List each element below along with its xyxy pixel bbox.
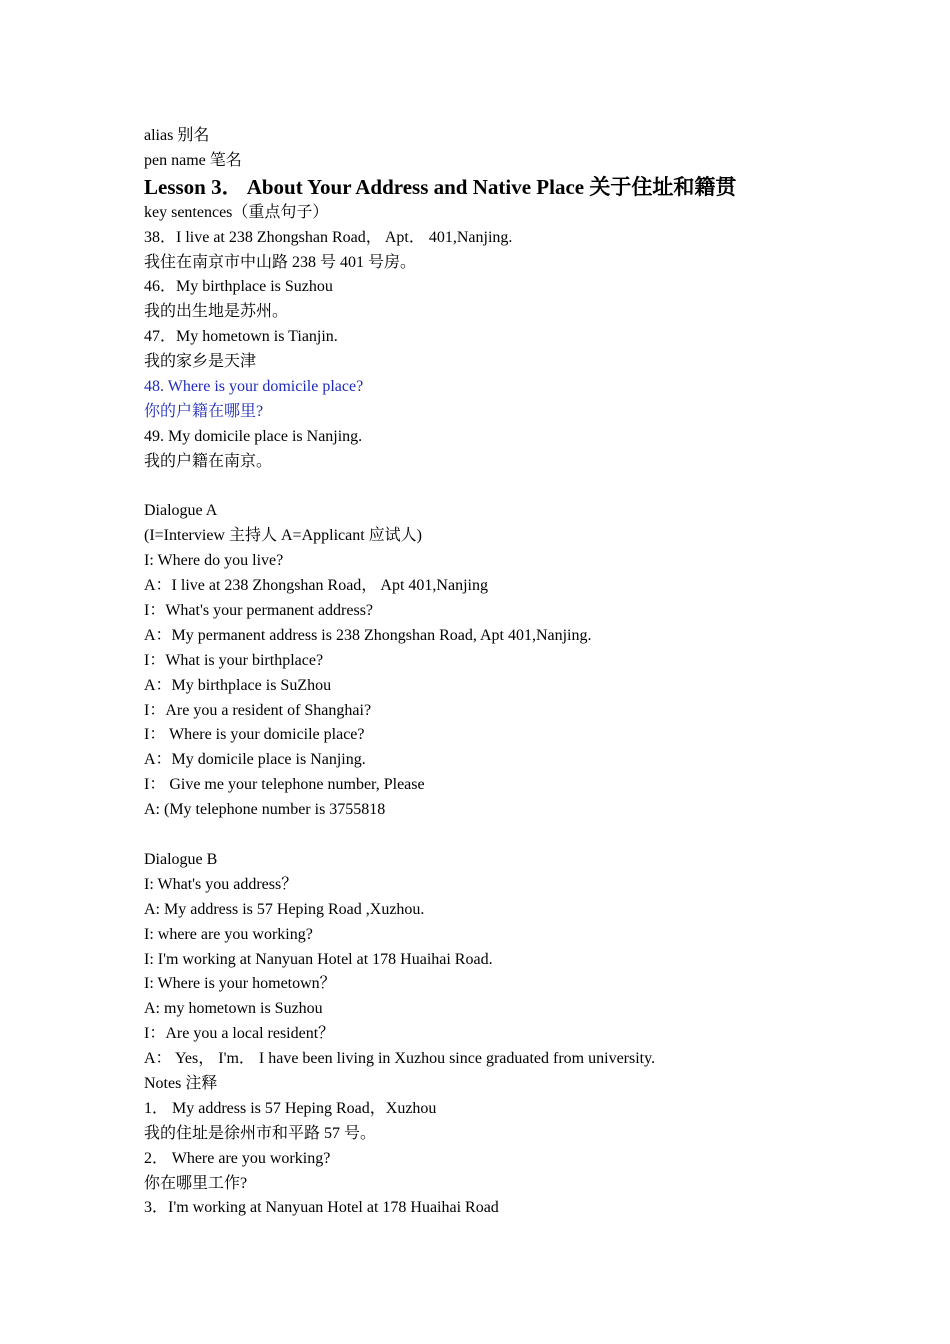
dialogue-line: A: (My telephone number is 3755818 (144, 801, 386, 819)
dialogue-line: A： Yes， I'm． I have been living in Xuzhou since graduated from university. (144, 1050, 656, 1068)
dialogue-line: I: What's you address？ (144, 875, 298, 893)
key-sentence-highlighted: 48. Where is your domicile place? (144, 378, 364, 396)
dialogue-line: I： Where is your domicile place? (144, 726, 365, 744)
dialogue-line: I：What's your permanent address? (144, 602, 374, 620)
document-page (144, 124, 864, 1221)
dialogue-line: I： Give me your telephone number, Please (144, 776, 425, 794)
dialogue-line: I: where are you working? (144, 925, 313, 943)
key-sentence-translation: 我住在南京市中山路 238 号 401 号房。 (144, 253, 417, 271)
dialogue-a-legend: (I=Interview 主持人 A=Applicant 应试人) (144, 527, 422, 545)
dialogue-line: I: I'm working at Nanyuan Hotel at 178 Huaihai Road. (144, 950, 493, 968)
dialogue-line: A: my hometown is Suzhou (144, 1000, 323, 1018)
dialogue-a (144, 499, 864, 823)
dialogue-line: I: Where is your hometown？ (144, 975, 336, 993)
key-sentence-translation-highlighted: 你的户籍在哪里? (144, 402, 264, 420)
vocab-pen-name: pen name 笔名 (144, 151, 242, 169)
dialogue-line: A：I live at 238 Zhongshan Road， Apt 401,Nanjing (144, 577, 488, 595)
note-line: 1． My address is 57 Heping Road，Xuzhou (144, 1099, 437, 1117)
dialogue-line: A：My permanent address is 238 Zhongshan Road, Apt 401,Nanjing. (144, 626, 592, 644)
key-sentences (144, 226, 864, 475)
key-sentence-translation: 我的户籍在南京。 (144, 452, 273, 470)
notes-title: Notes 注释 (144, 1074, 218, 1092)
key-sentence: 47．My hometown is Tianjin. (144, 328, 338, 346)
note-line: 我的住址是徐州市和平路 57 号。 (144, 1124, 377, 1142)
dialogue-line: A: My address is 57 Heping Road ,Xuzhou. (144, 900, 425, 918)
dialogue-line: I：Are you a resident of Shanghai? (144, 701, 372, 719)
vocab-alias: alias 别名 (144, 127, 210, 144)
note-line: 3．I'm working at Nanyuan Hotel at 178 Huaihai Road (144, 1199, 499, 1217)
dialogue-line: A：My domicile place is Nanjing. (144, 751, 366, 769)
dialogue-a-title: Dialogue A (144, 502, 218, 520)
key-sentence-translation: 我的出生地是苏州。 (144, 303, 289, 321)
dialogue-line: I：What is your birthplace? (144, 651, 324, 669)
key-sentence: 49. My domicile place is Nanjing. (144, 427, 363, 445)
lesson-title: Lesson 3． About Your Address and Native Place 关于住址和籍贯 (144, 174, 737, 199)
key-sentence-translation: 我的家乡是天津 (144, 353, 257, 371)
blank-line (144, 823, 864, 848)
dialogue-b-title: Dialogue B (144, 850, 218, 868)
blank-line (144, 475, 864, 500)
notes (144, 1072, 864, 1221)
note-line: 2． Where are you working? (144, 1149, 331, 1167)
note-line: 你在哪里工作? (144, 1174, 248, 1192)
dialogue-line: I：Are you a local resident？ (144, 1025, 335, 1043)
dialogue-b (144, 848, 864, 1072)
dialogue-line: I: Where do you live? (144, 552, 284, 570)
key-sentence: 46．My birthplace is Suzhou (144, 278, 333, 296)
dialogue-line: A：My birthplace is SuZhou (144, 676, 332, 694)
key-sentence: 38．I live at 238 Zhongshan Road， Apt． 401,Nanjing. (144, 228, 513, 246)
key-sentences-label: key sentences（重点句子） (144, 203, 329, 221)
